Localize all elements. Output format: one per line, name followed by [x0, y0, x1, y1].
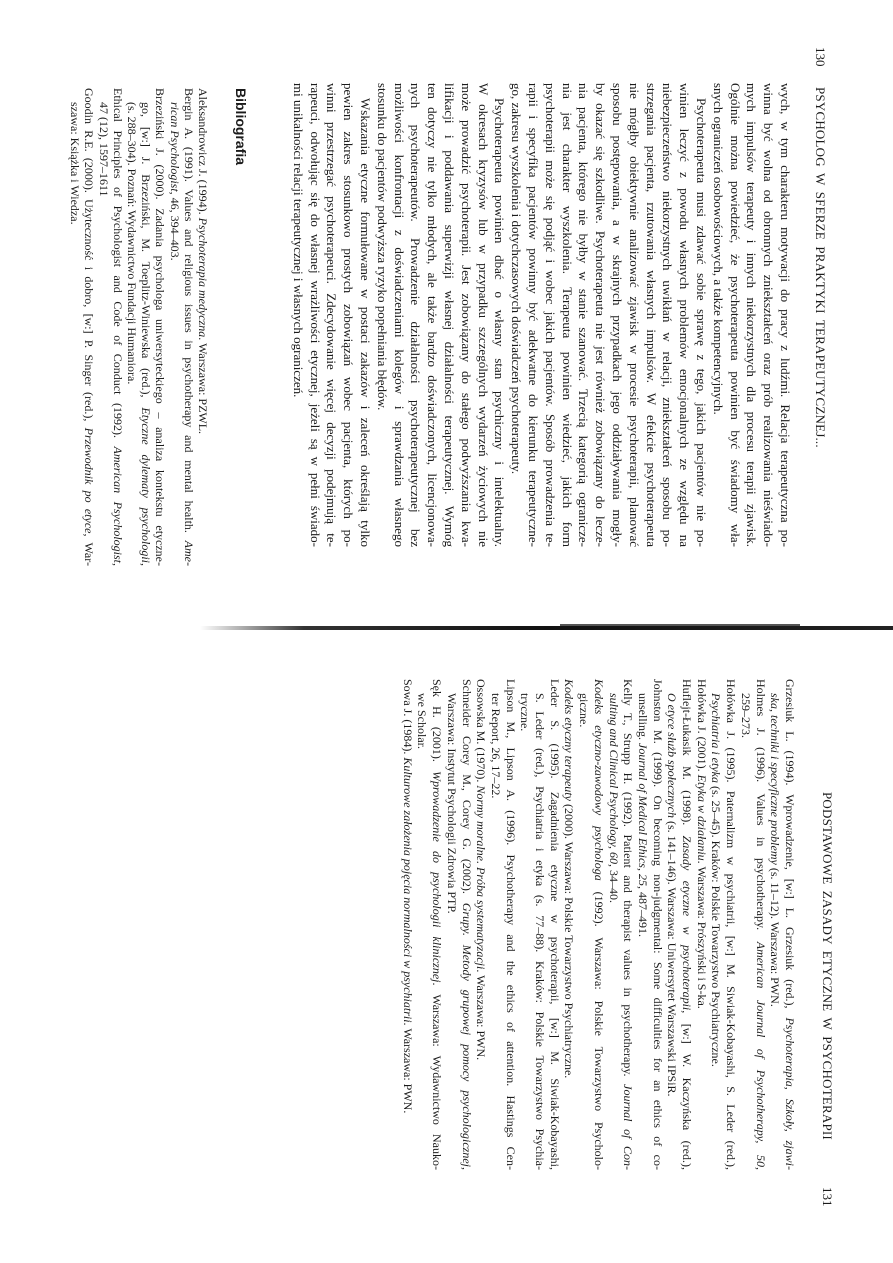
bibliography-line	[125, 88, 139, 566]
bibliography-entry	[68, 88, 96, 566]
citation-title: Etyczne dylematy psychologii	[139, 407, 154, 564]
citation-text: Hołówka J. (1995). Paternalizm w psychiatrii, [w:] M. Siwiak-Kobayashi, S. Leder (red.),	[724, 679, 739, 1170]
bibliography-line	[82, 88, 96, 566]
bibliography-line	[547, 679, 562, 1170]
citation-text: ,	[139, 563, 154, 567]
bibliography-line	[694, 679, 709, 1170]
bibliography-entry	[488, 679, 517, 1170]
text-line: nia jest charakter wyszkolenia. Terapeuta powinien wiedzieć, jakich form	[559, 83, 575, 547]
citation-text: S. Leder (red.), Psychiatria i etyka (s. 77–88). Kraków: Polskie Towarzystwo Psychia-	[533, 693, 548, 1170]
text-line: pewien zakres stosunkowo prostych zobowiązań wobec pacjenta, których po-	[341, 83, 357, 547]
citation-text: 259–273.	[738, 693, 753, 738]
page-number: 130	[813, 47, 828, 67]
citation-text: tryczne.	[518, 693, 533, 732]
text-line: nych psychoterapeutów. Prowadzenie działalności psychoterapeutycznej bez	[408, 83, 424, 547]
text-line: go, zakresu wyszkolenia i dotychczasowych doświadczeń psychoterapeuty.	[509, 83, 525, 475]
bibliography-entry	[125, 88, 168, 566]
citation-text: unselling.	[635, 693, 650, 743]
text-line: winien leczyć z powodu własnych problemów emocjonalnych ze względu na	[677, 83, 693, 547]
citation-text: (s. 141–146). Warszawa: Uniwersytet Warszawski IPSiR.	[665, 817, 680, 1097]
bibliography-entry	[400, 679, 415, 1170]
text-line: stosunku do pacjentów podwyższa ryzyko popełniania błędów.	[374, 83, 390, 411]
bibliography-line	[635, 679, 650, 1170]
book-gutter-edge	[560, 624, 800, 626]
bibliography-line	[782, 679, 797, 1170]
citation-text: Johnston M. (1999). On becoming non-judgmental: Some difficulties for an ethics of co-	[650, 679, 665, 1170]
text-line: rapii i specyfika pacjentów powinny być adekwatne do kierunku terapeutyczne-	[526, 83, 542, 547]
body-text	[289, 83, 793, 547]
citation-text: Ossowska M. (1970).	[474, 679, 489, 786]
bibliography-line	[111, 88, 125, 566]
text-line: winna być wolna od obronnych zniekształceń oraz prób realizowania nieświado-	[761, 83, 777, 547]
citation-text: 487–491.	[635, 888, 650, 937]
bibliography-list	[68, 88, 210, 566]
text-line: mych impulsów terapeuty i innych niekorzystnych dla procesu terapii zjawisk.	[744, 83, 760, 547]
running-head: PODSTAWOWE ZASADY ETYCZNE W PSYCHOTERAPII	[820, 792, 835, 1140]
citation-title: Grupy. Metody grupowej pomocy psychologicznej	[459, 902, 474, 1168]
bibliography-line	[591, 679, 606, 1170]
citation-title: American Psychologist	[110, 446, 125, 563]
bibliography-line	[679, 679, 694, 1170]
bibliography-line	[488, 679, 503, 1170]
bibliography-line	[167, 88, 181, 566]
bibliography-line	[738, 679, 753, 1170]
text-line: strzegania pacjenta, rzutowania własnych impulsów. W efekcie psychoterapeuta	[643, 83, 659, 547]
text-line: by okazać się szkodliwe. Psychoterapeuta nie jest również zobowiązany do lecze-	[593, 83, 609, 547]
bibliography-line	[532, 679, 547, 1170]
citation-title: Journal of Medical Ethics, 25,	[635, 743, 650, 889]
citation-text: ter Report, 26, 17–22.	[488, 693, 503, 799]
citation-text: 47 (12), 1597–1611	[96, 102, 111, 197]
bibliography-line	[723, 679, 738, 1170]
citation-title: sulting and Clinical Psychology, 60,	[606, 693, 621, 867]
citation-title: rican Psychologist	[167, 102, 182, 192]
citation-text: Warszawa: Instytut Psychologii Zdrowia PTP.	[444, 693, 459, 914]
citation-text: Ethical Principles of Psychologist and Code of Conduct (1992).	[110, 88, 125, 447]
citation-title: Zasady etyczne w psychoterapii	[680, 835, 695, 1011]
citation-title: Psychoterapia medyczna	[196, 217, 210, 338]
bibliography-line	[768, 679, 783, 1170]
citation-text: Bergin A. (1991). Values and religious issues in psychotherapy and mental health.	[181, 88, 196, 541]
text-line: rapeuci, odwołując się do własnej wrażliwości etycznej, jeżeli są w pełni świado-	[307, 83, 323, 547]
bibliography-line	[139, 88, 153, 566]
citation-text: , [w:] W. Kaczyńska (red.),	[680, 1010, 695, 1170]
citation-text: (1992). Warszawa: Polskie Towarzystwo Psycholo-	[591, 880, 606, 1170]
bibliography-entry	[738, 679, 767, 1170]
citation-text: we Scholar.	[415, 693, 430, 749]
citation-text: Hołówka J. (2001).	[694, 679, 709, 775]
bibliography-line	[459, 679, 474, 1170]
citation-title: Kulturowe założenia pojęcia normalności w psychiatrii	[400, 757, 415, 1023]
bibliography-line	[562, 679, 577, 1170]
citation-text: . Warszawa: Prószyński i S-ka.	[694, 860, 709, 1009]
bibliography-entry	[694, 679, 709, 1170]
text-line: mi unikalności relacji terapeutycznej i własnych ograniczeń.	[290, 83, 306, 398]
text-line: Psychoterapeuta powinien dbać o własny stan psychiczny i intelektualny.	[492, 98, 508, 547]
citation-text: Huflejt-Łukasik M. (1998).	[680, 679, 695, 836]
text-line: W okresach kryzysów lub w przypadku szczególnych wydarzeń życiowych nie	[475, 83, 491, 547]
bibliography-entry	[444, 679, 473, 1170]
text-line: sposobu postępowania, a w skrajnych przypadkach jego oddziaływania mogły-	[610, 83, 626, 547]
citation-title: Wprowadzenie do psychologii klinicznej	[430, 770, 445, 983]
page-number: 131	[820, 1187, 835, 1207]
citation-text: Leder S. (1995). Zagadnienia etyczne w psychoterapii, [w:] M. Siwiak-Kobayashi,	[547, 679, 562, 1170]
bibliography-line	[665, 679, 680, 1170]
citation-text: Schneider Corey M., Corey G. (2002).	[459, 679, 474, 903]
bibliography-line	[753, 679, 768, 1170]
bibliography-line	[474, 679, 489, 1170]
bibliography-line	[182, 88, 196, 566]
bibliography-entry	[96, 88, 124, 566]
text-line: nia pacjenta, którego nie byłby w stanie szanować. Trzecią kategorią ogranicze-	[576, 83, 592, 547]
bibliography-line	[518, 679, 533, 1170]
citation-text: Kelly T., Strupp H. (1992). Patient and therapist values in psychotherapy.	[621, 679, 636, 1085]
citation-text: ,	[459, 1167, 474, 1171]
bibliography-line	[196, 88, 210, 566]
citation-title: Kodeks etyczny terapeuty	[562, 679, 577, 801]
text-line: psychoterapii może się podjąć i wobec jakich pacjentów. Sposób prowadzenia te-	[542, 83, 558, 547]
text-line: Ogólnie można powiedzieć, że psychoterapeuta powinien być świadomy wła-	[727, 83, 743, 547]
citation-text: Brzeziński J. (2000). Zadania psychologa uniwersyteckiego – analiza kontekstu etyczne-	[153, 88, 168, 566]
citation-text: Sęk H. (2001).	[430, 679, 445, 771]
text-line: możliwości konfrontacji z doświadczeniami kolegów i sprawdzania własnego	[391, 83, 407, 547]
bibliography-line	[650, 679, 665, 1170]
citation-title: Psychoterapia, Szkoły, zjawi-	[783, 1017, 797, 1170]
text-line: wych, w tym charakteru motywacji do pracy z ludźmi. Relacja terapeutyczna po-	[778, 83, 793, 547]
citation-title: Etyka w działaniu	[694, 774, 709, 861]
citation-title: ska, techniki i specyficzne problemy	[768, 693, 783, 865]
citation-title: Journal of Con-	[621, 1084, 636, 1170]
bibliography-line	[444, 679, 459, 1170]
bibliography-list	[400, 679, 797, 1170]
bibliography-entry	[474, 679, 489, 1170]
text-line: może prowadzić psychoterapii. Jest zobowiązany do stałego podwyższania kwa-	[458, 83, 474, 547]
bibliography-line	[503, 679, 518, 1170]
citation-title: American Journal of Psychotherapy, 50,	[753, 941, 768, 1170]
citation-text: , War-	[82, 533, 97, 566]
text-line: Wskazania etyczne formułowane w postaci zakazów i zaleceń określają tylko	[358, 98, 374, 547]
citation-title: Przewodnik po etyce	[82, 427, 97, 534]
running-head: PSYCHOLOG W SFERZE PRAKTYKI TERAPEUTYCZNEJ...	[813, 87, 828, 448]
citation-title: O etyce służb społecznych	[665, 693, 680, 818]
bibliography-line	[709, 679, 724, 1170]
citation-title: Normy moralne. Próba systematyzacji	[474, 785, 489, 970]
text-line: niebezpieczeństwo niekorzystnych uwikłań w relacji, zniekształceń sposobu po-	[660, 83, 676, 547]
bibliography-entry	[665, 679, 694, 1170]
citation-text: . Warszawa: Wydawnictwo Nauko-	[430, 982, 445, 1170]
bibliography-line	[576, 679, 591, 1170]
citation-text: Goodin R.E. (2000). Użyteczność i dobro, [w:] P. Singer (red.),	[82, 88, 97, 428]
bibliography-entry	[518, 679, 562, 1170]
citation-text: . Warszawa: PZWL.	[196, 337, 210, 435]
citation-text: go, [w:] J. Brzeziński, M. Toeplitz-Winiewska (red.),	[139, 102, 154, 408]
bibliography-line	[606, 679, 621, 1170]
bibliography-entry	[606, 679, 635, 1170]
text-line: ten dotyczy nie tylko młodych, ale także bardzo doświadczonych, licencjonowa-	[425, 83, 441, 547]
book-gutter-shadow	[200, 626, 893, 630]
citation-text: giczne.	[577, 693, 592, 728]
bibliography-line	[68, 88, 82, 566]
text-line: Psychoterapeuta musi zdawać sobie sprawę z tego, jakich pacjentów nie po-	[694, 98, 710, 547]
text-line: snych ograniczeń osobowościowych, a także kompetencyjnych.	[710, 83, 726, 415]
page-131	[0, 640, 893, 1263]
bibliography-entry	[415, 679, 444, 1170]
bibliography-line	[621, 679, 636, 1170]
bibliography-line	[429, 679, 444, 1170]
citation-text: (s. 288–304). Poznań: Wydawnictwo Fundacji Humaniora.	[124, 102, 139, 385]
citation-text: ,	[110, 563, 125, 566]
citation-text: Aleksandrowicz J. (1994).	[196, 88, 210, 218]
page-130	[0, 0, 893, 630]
bibliography-entry	[196, 88, 210, 566]
citation-title: Psychiatria i etyka	[709, 693, 724, 783]
text-line: winni przestrzegać psychoterapeuci. Zdecydowanie więcej decyzji podejmują te-	[324, 83, 340, 547]
text-line: lifikacji i poddawania superwizji własnej działalności terapeutycznej. Wymóg	[442, 83, 458, 547]
bibliography-line	[400, 679, 415, 1170]
bibliography-entry	[709, 679, 738, 1170]
citation-text: Holmes J. (1996). Values in psychotherapy.	[753, 679, 768, 942]
bibliography-line	[415, 679, 430, 1170]
citation-text: Grzesiuk L. (1994). Wprowadzenie, [w:] L. Grzesiuk (red.),	[783, 679, 797, 1018]
bibliography-line	[153, 88, 167, 566]
bibliography-entry	[576, 679, 605, 1170]
bibliography-entry	[768, 679, 797, 1170]
citation-text: , 46, 394–403.	[167, 191, 182, 261]
citation-text: (s. 11–12). Warszawa: PWN.	[768, 864, 783, 1007]
text-line: nie mógłby obiektywnie analizować zjawisk w procesie psychoterapii, planować	[626, 83, 642, 547]
bibliography-entry	[635, 679, 664, 1170]
citation-text: (s. 25–45). Kraków: Polskie Towarzystwo Psychiatryczne.	[709, 782, 724, 1067]
citation-text: . Warszawa: PWN.	[474, 969, 489, 1061]
citation-text: 34–40.	[606, 867, 621, 903]
citation-title: Kodeks etyczno-zawodowy psychologa	[591, 679, 606, 881]
bibliography-line	[96, 88, 110, 566]
citation-title: Ame-	[181, 540, 196, 566]
citation-text: Sowa J. (1984).	[400, 679, 415, 758]
bibliography-entry	[167, 88, 195, 566]
citation-text: (2000). Warszawa: Polskie Towarzystwo Psychiatryczne.	[562, 800, 577, 1079]
citation-text: szawa: Książka i Wiedza.	[68, 102, 83, 225]
bibliography-heading: Bibliografia	[233, 88, 249, 166]
bibliography-entry	[562, 679, 577, 1170]
citation-text: Lipson M., Lipson A. (1996). Psychotherapy and the ethics of attention. Hastings Cen-	[503, 679, 518, 1170]
citation-text: . Warszawa: PWN.	[400, 1022, 415, 1114]
